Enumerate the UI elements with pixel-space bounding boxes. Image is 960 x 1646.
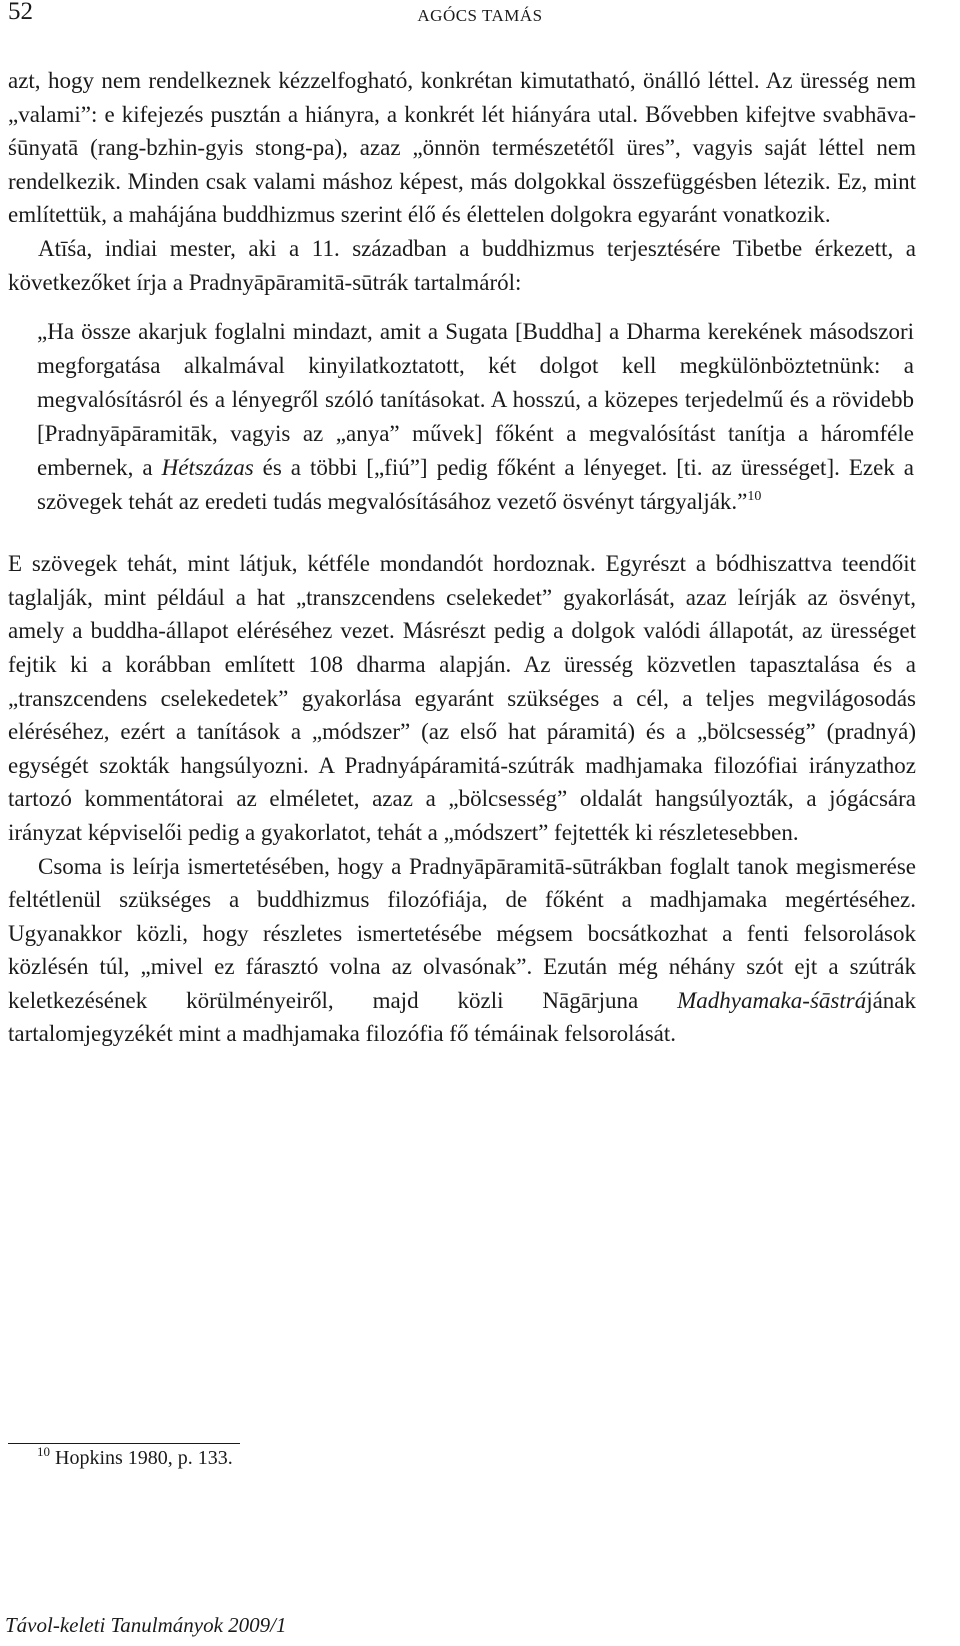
footnote-text: Hopkins 1980, p. 133. [55, 1447, 233, 1469]
paragraph-3: E szövegek tehát, mint látjuk, kétféle mondandót hordoznak. Egyrészt a bódhiszattva teendőit taglalják, mint például a hat „transzcendens cselekedet” gyakorlását, azaz leírják az ösvényt, amely a buddha-állapot eléréséhez vezet. Másrészt pedig a dolgok valódi állapotát, az ürességet fejtik ki a korábban említett 108 dharma alapján. Az üresség közvetlen tapasztalása és a „transzcendens cselekedetek” gyakorlása egyaránt szükséges a cél, a teljes megvilágosodás eléréséhez, ezért a tanítások a „módszer” (az első hat páramitá) és a „bölcsesség” (pradnyá) egységét szokták hangsúlyozni. A Pradnyápáramitá-szútrák madhjamaka filozófiai irányzathoz tartozó kommentátorai az elméletet, azaz a „bölcsesség” oldalát hangsúlyozták, a jógácsára irányzat képviselői pedig a gyakorlatot, tehát a „módszert” fejtették ki részletesebben. [8, 551, 916, 845]
page-number: 52 [8, 0, 33, 25]
main-text [8, 64, 916, 1051]
paragraph-1: azt, hogy nem rendelkeznek kézzelfogható, konkrétan kimutatható, önálló léttel. Az üresség nem „valami”: e kifejezés pusztán a hiányra, a konkrét lét hiányára utal. Bővebben kifejtve svabhāva-śūnyatā (rang-bzhin-gyis stong-pa), azaz „önnön természetétől üres”, vagyis saját léttel nem rendelkezik. Minden csak valami máshoz képest, más dolgokkal összefüggésben létezik. Ez, mint említettük, a mahájána buddhizmus szerint élő és élettelen dolgokra egyaránt vonatkozik. [8, 68, 916, 228]
paragraph-4-text-a: Csoma is leírja ismertetésében, hogy a Pradnyāpāramitā-sūtrákban foglalt tanok megismerése feltétlenül szükséges a buddhizmus filozófiája, de főként a madhjamaka megértéséhez. Ugyanakkor közli, hogy részletes ismertetésébe mégsem bocsátkozhat a fenti felsorolások közlésén túl, „mivel ez fárasztó volna az olvasónak”. Ezután még néhány szót ejt a szútrák keletkezésének körülményeiről, majd közli Nāgārjuna [8, 853, 916, 1013]
footnote-number: 10 [37, 1444, 50, 1459]
paragraph-4-italic-title: Madhyamaka-śāstrá [677, 987, 867, 1013]
footnote [37, 1444, 233, 1472]
quote-text-b: és a többi [„fiú”] pedig főként a lényeget. [ti. az ürességet]. Ezek a szövegek tehát az eredeti tudás megvalósításához vezető ösvényt tárgyalják.” [37, 455, 915, 515]
footnote-reference: 10 [747, 489, 762, 505]
paragraph-4-text-b: jának tartalomjegyzékét mint a madhjamaka filozófia fő témáinak felsorolását. [8, 987, 917, 1047]
paragraph-2: Atīśa, indiai mester, aki a 11. században a buddhizmus terjesztésére Tibetbe érkezett, a következőket írja a Pradnyāpāramitā-sūtrák tartalmáról: [8, 235, 916, 295]
journal-footer: Távol-keleti Tanulmányok 2009/1 [5, 1613, 287, 1637]
quote-text-a: „Ha össze akarjuk foglalni mindazt, amit a Sugata [Buddha] a Dharma kerekének másodszori megforgatása alkalmával kinyilatkoztatott, két dolgot kell megkülönböztetnünk: a megvalósításról és a lényegről szóló tanításokat. A hosszú, a közepes terjedelmű és a rövidebb [Pradnyāpāramitāk, vagyis az „anya” művek] főként a megvalósítást tanítja a háromféle embernek, a [37, 319, 914, 481]
running-head: AGÓCS TAMÁS [417, 6, 543, 25]
quote-italic-title: Hétszázas [161, 455, 254, 481]
paragraph-4 [8, 850, 916, 1052]
block-quote [37, 315, 914, 519]
